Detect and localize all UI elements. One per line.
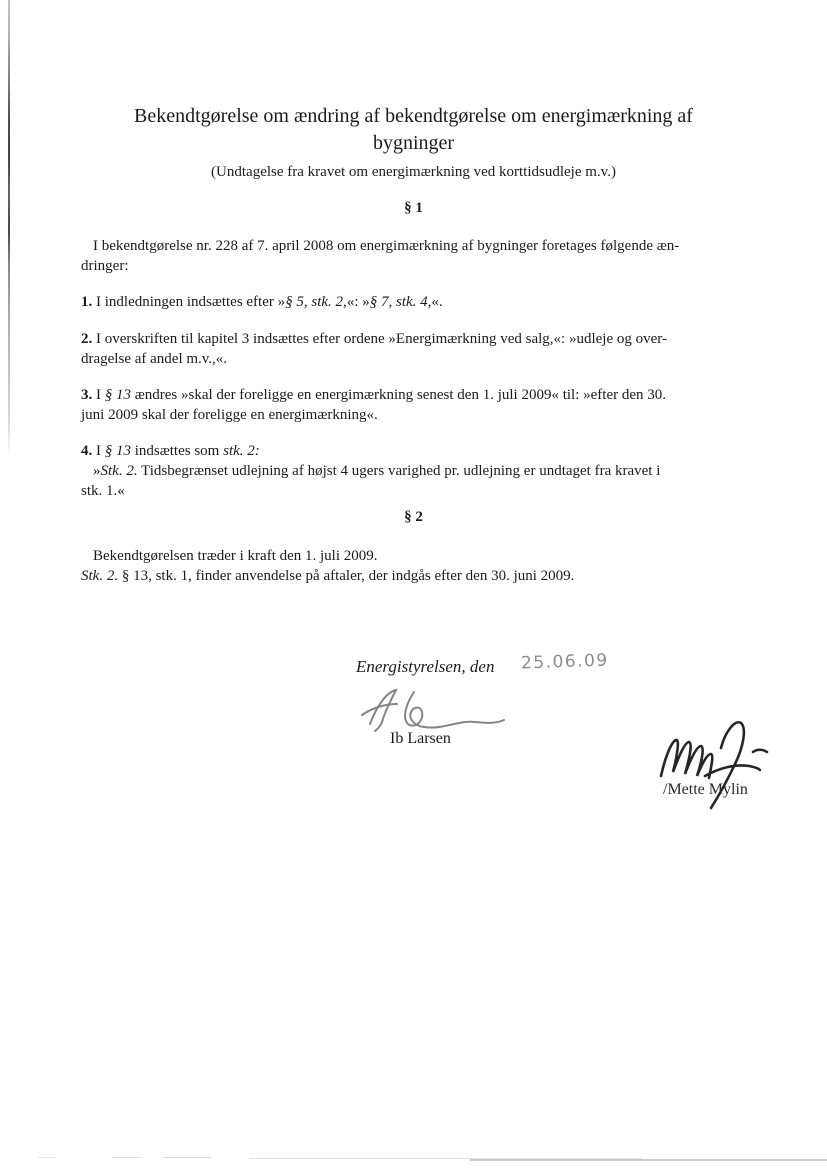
amendment-item-2-line-1 <box>81 329 771 349</box>
entry-into-force-line-1: Bekendtgørelsen træder i kraft den 1. juli 2009. <box>93 548 378 564</box>
intro-line-2: dringer: <box>81 258 129 274</box>
document-title <box>0 103 827 157</box>
amendment-item-4-line-2 <box>81 461 771 481</box>
item-text: I overskriften til kapitel 3 indsættes efter ordene »Energimærkning ved salg,«: »udleje og over- <box>92 331 667 347</box>
scan-artifact-bottom-line <box>38 1157 56 1158</box>
item-text-italic: § 13 <box>104 387 131 403</box>
item-text: «. <box>431 294 443 310</box>
amendment-item-3-line-2: juni 2009 skal der foreligge en energimærkning«. <box>81 407 378 423</box>
item-text: indsættes som <box>131 443 224 459</box>
intro-line-1: I bekendtgørelse nr. 228 af 7. april 2008 om energimærkning af bygninger foretages følgende æn- <box>93 238 680 254</box>
scan-artifact-bottom-line <box>163 1157 211 1158</box>
scan-artifact-vertical-line <box>8 0 10 458</box>
title-line-1: Bekendtgørelse om ændring af bekendtgørelse om energimærkning af <box>134 105 693 127</box>
item-text-italic: § 7, stk. 4, <box>369 294 432 310</box>
handwritten-date: 25.06.09 <box>520 650 610 674</box>
signer1-name: Ib Larsen <box>390 730 451 747</box>
ib-larsen-signature-icon <box>358 684 508 736</box>
item-text: » <box>93 463 101 479</box>
item-text: «: » <box>346 294 370 310</box>
entry-into-force-line-2 <box>81 566 771 586</box>
signer2-name: /Mette Mylin <box>663 781 748 798</box>
item-text-italic: Stk. 2. <box>100 463 138 479</box>
stk-2-label-italic: Stk. 2. <box>81 568 119 584</box>
amendment-item-4-line-3: stk. 1.« <box>81 483 125 499</box>
intro-paragraph <box>81 236 771 276</box>
item-text: I <box>92 443 105 459</box>
amendment-item-4 <box>81 441 771 501</box>
document-subtitle: (Undtagelse fra kravet om energimærkning ved korttidsudleje m.v.) <box>211 164 616 180</box>
amendment-item-4-line-1 <box>81 441 771 461</box>
amendment-item-2-line-2: dragelse af andel m.v.,«. <box>81 351 228 367</box>
entry-into-force-paragraph <box>81 546 771 586</box>
amendment-item-1 <box>81 292 771 312</box>
amendment-item-1-line-1 <box>81 292 771 312</box>
item-number: 1. <box>81 294 93 310</box>
section-1-heading: § 1 <box>404 200 423 216</box>
item-text-italic: stk. 2: <box>223 443 260 459</box>
entry-into-force-text: § 13, stk. 1, finder anvendelse på aftaler, der indgås efter den 30. juni 2009. <box>118 568 575 584</box>
item-number: 4. <box>81 443 93 459</box>
item-text-italic: § 13 <box>104 443 131 459</box>
amendment-item-3-line-1 <box>81 385 771 405</box>
amendment-item-3 <box>81 385 771 425</box>
amendment-item-2 <box>81 329 771 369</box>
item-text: I indledningen indsættes efter » <box>92 294 286 310</box>
item-text: ændres »skal der foreligge en energimærkning senest den 1. juli 2009« til: »efter den 30. <box>131 387 667 403</box>
title-line-2: bygninger <box>372 132 455 154</box>
scan-artifact-bottom-line <box>112 1157 142 1158</box>
scan-artifact-bottom-line <box>470 1159 827 1161</box>
item-number: 2. <box>81 331 93 347</box>
item-text: Tidsbegrænset udlejning af højst 4 ugers varighed pr. udlejning er undtaget fra kravet i <box>137 463 661 479</box>
issuer-and-date-label: Energistyrelsen, den <box>356 657 495 676</box>
section-2-heading: § 2 <box>404 509 423 525</box>
item-text-italic: § 5, stk. 2, <box>285 294 347 310</box>
item-number: 3. <box>81 387 93 403</box>
item-text: I <box>92 387 105 403</box>
